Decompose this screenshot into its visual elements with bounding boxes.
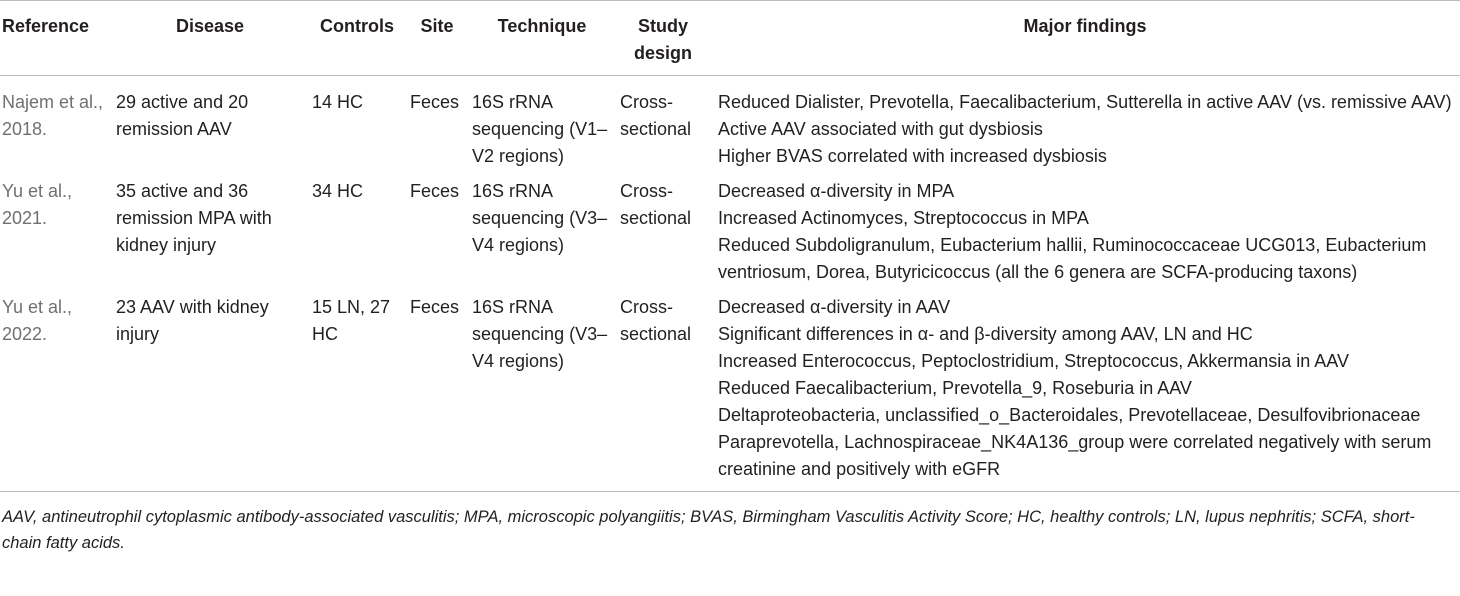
finding-item: Reduced Faecalibacterium, Prevotella_9, Roseburia in AAV [718, 378, 1192, 398]
cell-reference: Yu et al., 2021. [2, 181, 73, 228]
table-row [0, 76, 1460, 171]
header-study-design: Study design [633, 16, 692, 63]
cell-controls: 15 LN, 27 HC [312, 297, 391, 344]
header-row [0, 1, 1460, 76]
cell-technique: 16S rRNA sequencing (V3–V4 regions) [472, 297, 608, 371]
finding-item: Decreased α-diversity in MPA [718, 181, 955, 201]
finding-item: Higher BVAS correlated with increased dysbiosis [718, 146, 1107, 166]
cell-disease: 29 active and 20 remission AAV [116, 92, 249, 139]
finding-item: Decreased α-diversity in AAV [718, 297, 951, 317]
table-body [0, 76, 1460, 492]
cell-study-design: Cross-sectional [620, 297, 692, 344]
cell-findings [710, 170, 1460, 286]
header-controls: Controls [320, 16, 394, 36]
finding-item: Increased Actinomyces, Streptococcus in MPA [718, 208, 1089, 228]
table-header [0, 1, 1460, 76]
finding-item: Deltaproteobacteria, unclassified_o_Bacteroidales, Prevotellaceae, Desulfovibrionaceae Paraprevotella, Lachnospiraceae_NK4A136_group were correlated negatively with serum creatinine and positively with eGFR [718, 405, 1432, 479]
table-row [0, 286, 1460, 491]
cell-controls: 34 HC [312, 181, 364, 201]
cell-disease: 35 active and 36 remission MPA with kidney injury [116, 181, 272, 255]
cell-reference: Yu et al., 2022. [2, 297, 73, 344]
finding-item: Active AAV associated with gut dysbiosis [718, 119, 1043, 139]
header-site: Site [420, 16, 454, 36]
cell-technique: 16S rRNA sequencing (V1–V2 regions) [472, 92, 608, 166]
cell-findings [710, 286, 1460, 491]
cell-site: Feces [410, 297, 460, 317]
cell-disease: 23 AAV with kidney injury [116, 297, 269, 344]
finding-item: Reduced Subdoligranulum, Eubacterium hallii, Ruminococcaceae UCG013, Eubacterium ventriosum, Dorea, Butyricicoccus (all the 6 genera are SCFA-producing taxons) [718, 235, 1427, 282]
table-footnote: AAV, antineutrophil cytoplasmic antibody-associated vasculitis; MPA, microscopic polyangiitis; BVAS, Birmingham Vasculitis Activity Score; HC, healthy controls; LN, lupus nephritis; SCFA, short-chain fatty acids. [2, 508, 1415, 552]
cell-site: Feces [410, 181, 460, 201]
header-technique: Technique [497, 16, 587, 36]
cell-reference: Najem et al., 2018. [2, 92, 104, 139]
header-major-findings: Major findings [1023, 16, 1147, 36]
finding-item: Increased Enterococcus, Peptoclostridium, Streptococcus, Akkermansia in AAV [718, 351, 1349, 371]
header-disease: Disease [175, 16, 245, 36]
cell-controls: 14 HC [312, 92, 364, 112]
cell-findings [710, 76, 1460, 171]
table-row [0, 170, 1460, 286]
header-reference: Reference [2, 16, 90, 36]
cell-study-design: Cross-sectional [620, 92, 692, 139]
cell-technique: 16S rRNA sequencing (V3–V4 regions) [472, 181, 608, 255]
finding-item: Reduced Dialister, Prevotella, Faecalibacterium, Sutterella in active AAV (vs. remissive AAV) [718, 92, 1452, 112]
cell-study-design: Cross-sectional [620, 181, 692, 228]
cell-site: Feces [410, 92, 460, 112]
finding-item: Significant differences in α- and β-diversity among AAV, LN and HC [718, 324, 1253, 344]
